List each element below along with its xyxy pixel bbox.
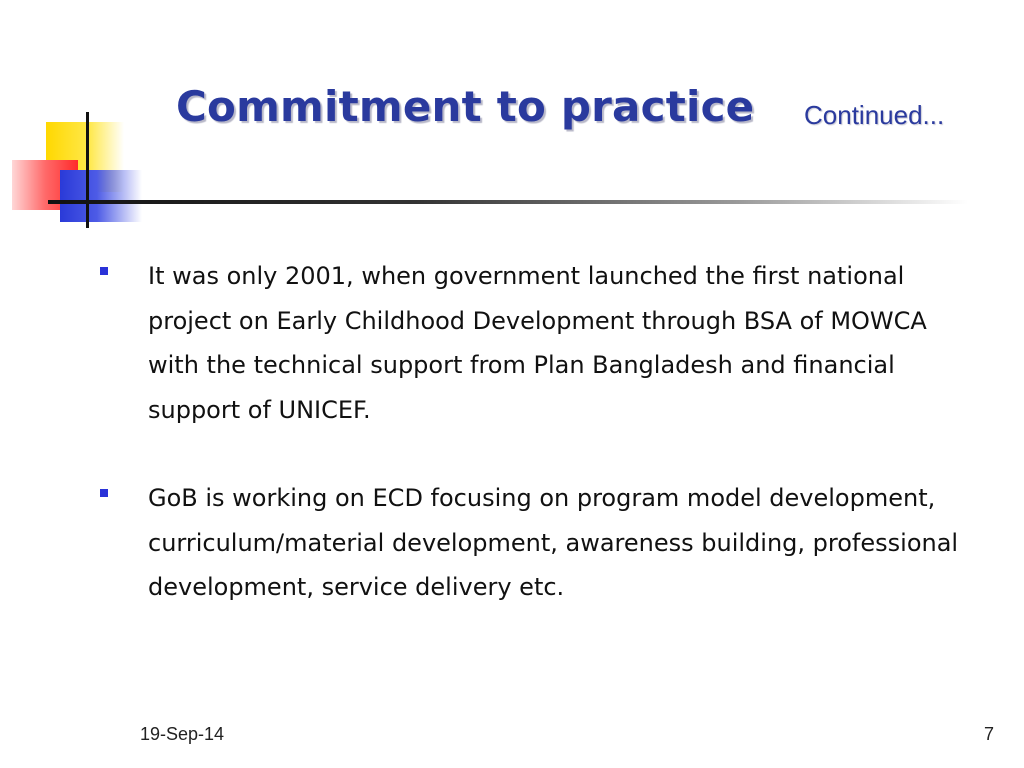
- bullet-list: [98, 254, 968, 654]
- bullet-item: [98, 476, 968, 610]
- slide-title: Commitment to practice: [176, 82, 755, 131]
- bullet-text: It was only 2001, when government launched the first national project on Early Childhood Development through BSA of MOWCA with the technical support from Plan Bangladesh and financial support of UNICEF.: [148, 262, 927, 424]
- bullet-item: [98, 254, 968, 432]
- title-underline-divider: [48, 200, 968, 204]
- logo-blue-square: [60, 170, 142, 222]
- footer-date: 19-Sep-14: [140, 724, 225, 744]
- bullet-square-icon: [100, 267, 108, 275]
- logo-vertical-line: [86, 112, 89, 228]
- slide-subtitle: Continued...: [804, 100, 945, 130]
- bullet-text: GoB is working on ECD focusing on program model development, curriculum/material development, awareness building, professional development, service delivery etc.: [148, 484, 959, 601]
- bullet-square-icon: [100, 489, 108, 497]
- page-number: 7: [983, 724, 994, 744]
